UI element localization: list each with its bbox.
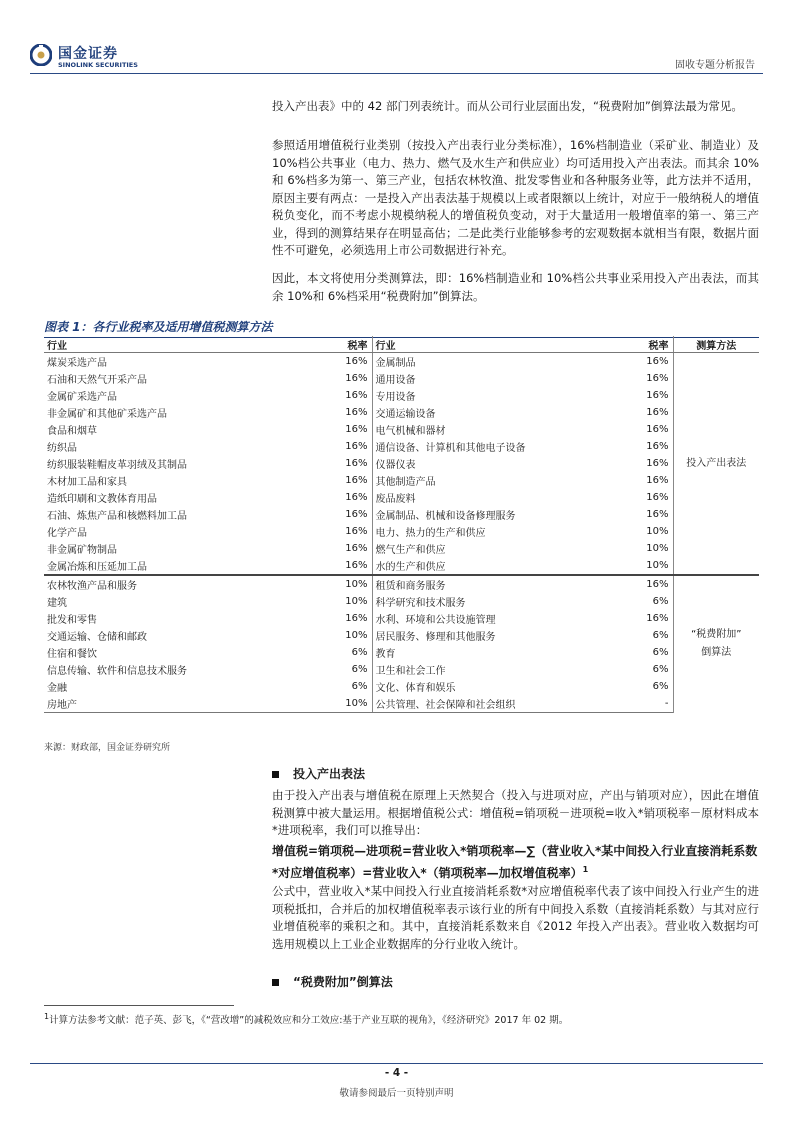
industry-cell: 交通运输、仓储和邮政 [47,632,147,643]
industry-cell: 通用设备 [375,375,416,386]
figure-source: 来源：财政部，国金证券研究所 [44,743,171,753]
rate-cell: 16% [266,438,372,455]
rate-cell: 16% [266,404,372,421]
table-row [44,370,759,387]
sinolink-logo-icon [30,44,52,66]
paragraph-2: 参照适用增值税行业类别（按投入产出表行业分类标准），16%档制造业（采矿业、制造业）及 10%档公共事业（电力、热力、燃气及水生产和供应业）均可适用投入产出表法。而其余 10%和 6%档多为第一、第三产业，包括农林牧渔、批发零售业和各种服务业等，此方法并不适用，原因主要有两点：一是投入产出表法基于规模以上或者限额以上统计，对应于一般纳税人的增值税负变化，而不考虑小规模纳税人的增值税负变动，对于大量适用一般增值率的第一、第三产业，得到的测算结果存在明显高估；二是此类行业能够参考的宏观数据本就相当有限，数据片面性不可避免，必须选用上市公司数据进行补充。 [272,138,759,257]
footnote-mark: 1 [44,1012,50,1021]
industry-cell: 电气机械和器材 [375,426,446,437]
rate-cell: 10% [597,557,673,575]
rate-cell: 10% [266,575,372,593]
table-row [44,695,759,713]
table-row [44,540,759,557]
table-row [44,610,759,627]
table-row [44,644,759,661]
section-heading-text: “税费附加”倒算法 [293,975,393,989]
industry-cell: 卫生和社会工作 [375,666,446,677]
logo-english-name: SINOLINK SECURITIES [58,61,138,69]
industry-cell: 通信设备、计算机和其他电子设备 [375,443,526,454]
table-row [44,438,759,455]
logo-chinese-name: 国金证券 [58,46,118,62]
table-row [44,678,759,695]
industry-cell: 非金属矿物制品 [47,545,117,556]
method-label: “税费附加” [691,629,742,641]
rate-cell: 6% [597,593,673,610]
table-row [44,353,759,371]
table-row [44,557,759,575]
industry-cell: 信息传输、软件和信息技术服务 [47,666,187,677]
table-row [44,455,759,472]
rate-cell: 16% [266,353,372,371]
rate-cell: 6% [597,678,673,695]
rate-cell: 10% [597,540,673,557]
industry-cell: 仪器仪表 [375,460,416,471]
header-divider [30,73,763,74]
industry-cell: 造纸印刷和文教体育用品 [47,494,157,505]
rate-cell: 16% [266,387,372,404]
rate-cell: 16% [266,523,372,540]
industry-cell: 金属制品 [375,358,416,369]
table-row [44,661,759,678]
rate-cell: 16% [597,455,673,472]
bullet-square-icon [272,771,279,778]
company-logo [30,44,170,74]
industry-cell: 金属制品、机械和设备修理服务 [375,511,516,522]
rate-cell: 16% [597,353,673,371]
rate-cell: 6% [597,661,673,678]
rate-cell: 16% [597,438,673,455]
disclaimer-link[interactable]: 敬请参阅最后一页特别声明 [339,1088,454,1099]
industry-cell: 金融 [47,683,67,694]
industry-cell: 石油和天然气开采产品 [47,375,147,386]
header-rate-2: 税率 [597,336,673,353]
industry-cell: 公共管理、社会保障和社会组织 [372,695,597,713]
rate-cell: 16% [266,557,372,575]
industry-cell: 纺织品 [47,443,77,454]
table-row [44,575,759,593]
industry-cell: 燃气生产和供应 [375,545,446,556]
rate-cell: 16% [597,610,673,627]
industry-cell: 食品和烟草 [47,426,97,437]
rate-cell: 16% [597,404,673,421]
header-industry-1: 行业 [44,336,266,353]
industry-cell: 教育 [375,649,396,660]
formula-footnote-mark: 1 [582,864,589,874]
table-row [44,523,759,540]
industry-cell: 住宿和餐饮 [47,649,97,660]
rate-cell: 16% [597,575,673,593]
industry-cell: 批发和零售 [47,615,97,626]
rate-cell: 16% [266,506,372,523]
industry-cell: 金属冶炼和压延加工品 [44,557,266,575]
industry-cell: 非金属矿和其他矿采选产品 [47,409,167,420]
industry-cell: 交通运输设备 [375,409,436,420]
rate-cell: 16% [597,472,673,489]
rate-cell: 6% [266,678,372,695]
header-method: 测算方法 [673,336,759,353]
industry-cell: 居民服务、修理和其他服务 [375,632,496,643]
rate-cell: 6% [597,644,673,661]
paragraph-1: 投入产出表》中的 42 部门列表统计。而从公司行业层面出发，“税费附加”倒算法最为常见。 [272,99,743,113]
industry-cell: 煤炭采选产品 [47,358,107,369]
rate-cell: 6% [597,627,673,644]
rate-cell: 6% [266,661,372,678]
industry-cell: 木材加工品和家具 [47,477,127,488]
report-type: 固收专题分析报告 [675,60,755,71]
section1-paragraph: 由于投入产出表与增值税在原理上天然契合（投入与进项对应，产出与销项对应），因此在增值税测算中被大量运用。根据增值税公式：增值税=销项税－进项税=收入*销项税率－原材料成本*进项税率，我们可以推导出： [272,788,759,837]
rate-cell: 16% [597,387,673,404]
rate-cell: 16% [597,370,673,387]
method-label: 倒算法 [701,647,732,659]
industry-cell: 水利、环境和公共设施管理 [375,615,496,626]
industry-cell: 石油、炼焦产品和核燃料加工品 [47,511,187,522]
footnote-text: 计算方法参考文献：范子英、彭飞，《“营改增”的减税效应和分工效应:基于产业互联的视角》，《经济研究》2017 年 02 期。 [49,1015,569,1027]
rate-cell: 16% [597,489,673,506]
method-label: 投入产出表法 [686,457,747,469]
industry-cell: 建筑 [47,598,67,609]
industry-cell: 纺织服装鞋帽皮革羽绒及其制品 [47,460,187,471]
industry-cell: 金属矿采选产品 [47,392,117,403]
figure-title: 图表 1：各行业税率及适用增值税测算方法 [44,318,759,338]
rate-cell: 16% [266,472,372,489]
method-cell [673,575,759,713]
table-row [44,421,759,438]
rate-cell: 10% [597,523,673,540]
industry-cell: 专用设备 [375,392,416,403]
rate-cell: 10% [266,695,372,713]
rate-cell: 16% [597,421,673,438]
bullet-square-icon [272,979,279,986]
industry-cell: 电力、热力的生产和供应 [375,528,486,539]
section1-explanation: 公式中，营业收入*某中间投入行业直接消耗系数*对应增值税率代表了该中间投入行业产生的进项税抵扣，合并后的加权增值税率表示该行业的所有中间投入系数（直接消耗系数）与其对应行业增值税率的乘积之和。其中，直接消耗系数来自《2012 年投入产出表》。营业收入数据均可选用规模以上工业企业数据库的分行业收入统计。 [272,884,759,951]
rate-cell: 16% [597,506,673,523]
table-row [44,627,759,644]
table-header-row [44,336,759,353]
rate-cell: 16% [266,489,372,506]
table-row [44,387,759,404]
header-rate-1: 税率 [266,336,372,353]
table-row [44,472,759,489]
table-row [44,506,759,523]
industry-cell: 废品废料 [375,494,416,505]
tax-rate-table [44,336,759,713]
rate-cell: 16% [266,540,372,557]
method-cell [673,353,759,576]
table-row [44,489,759,506]
industry-cell: 科学研究和技术服务 [375,598,466,609]
section-heading-text: 投入产出表法 [293,767,366,781]
footnote [44,1012,568,1026]
rate-cell: 16% [266,610,372,627]
industry-cell: 水的生产和供应 [372,557,597,575]
industry-cell: 化学产品 [47,528,87,539]
section-heading-tax-surcharge [272,973,393,990]
paragraph-3: 因此，本文将使用分类测算法，即：16%档制造业和 10%档公共事业采用投入产出表法，而其余 10%和 6%档采用“税费附加”倒算法。 [272,271,759,303]
footnote-divider [44,1005,234,1006]
table-row [44,404,759,421]
industry-cell: 文化、体育和娱乐 [375,683,456,694]
rate-cell: 10% [266,593,372,610]
section-heading-input-output [272,765,365,782]
industry-cell: 农林牧渔产品和服务 [44,575,266,593]
rate-cell: 16% [266,370,372,387]
rate-cell: 10% [266,627,372,644]
rate-cell: 16% [266,421,372,438]
industry-cell: 租赁和商务服务 [372,575,597,593]
footer-divider [30,1063,763,1064]
rate-cell: 6% [266,644,372,661]
table-row [44,593,759,610]
rate-cell: - [597,695,673,713]
industry-cell: 房地产 [44,695,266,713]
rate-cell: 16% [266,455,372,472]
page-number: - 4 - [384,1067,409,1079]
header-industry-2: 行业 [372,336,597,353]
industry-cell: 其他制造产品 [375,477,436,488]
vat-formula [272,843,762,882]
formula-text: 增值税=销项税—进项税=营业收入*销项税率—∑（营业收入*某中间投入行业直接消耗系数*对应增值税率）=营业收入*（销项税率—加权增值税率） [272,844,758,880]
